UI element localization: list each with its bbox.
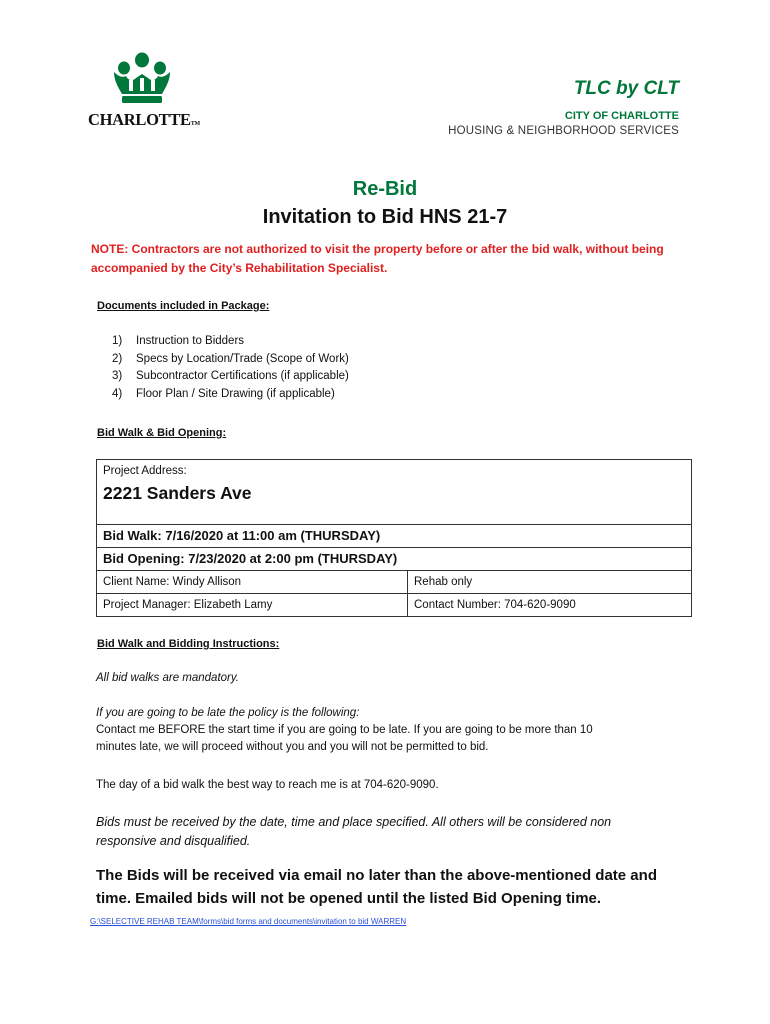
header-org: CITY OF CHARLOTTE — [564, 110, 679, 122]
contractor-note: NOTE: Contractors are not authorized to visit the property before or after the bid walk, without being accompanied by the City’s Rehabilitation Specialist. — [91, 242, 664, 275]
crown-icon — [110, 52, 174, 106]
table-row — [97, 571, 692, 594]
address-label: Project Address: — [103, 465, 187, 477]
email-notice-line-2: time. Emailed bids will not be opened until the listed Bid Opening time. — [96, 890, 602, 907]
project-manager: Project Manager: Elizabeth Lamy — [97, 594, 408, 617]
project-address: 2221 Sanders Ave — [103, 483, 252, 503]
rebid-heading: Re-Bid — [352, 178, 418, 200]
email-notice — [96, 864, 696, 910]
logo-wordmark: CHARLOTTETM — [88, 110, 200, 129]
header-title: TLC by CLT — [573, 78, 679, 99]
received-line-2: responsive and disqualified. — [96, 834, 251, 848]
table-row — [97, 548, 692, 571]
reach-text: The day of a bid walk the best way to reach me is at 704-620-9090. — [96, 779, 439, 791]
instructions-heading: Bid Walk and Bidding Instructions: — [97, 638, 280, 650]
bid-opening-date: Bid Opening: 7/23/2020 at 2:00 pm (THURSDAY) — [97, 548, 692, 571]
table-row — [97, 594, 692, 617]
mandatory-text: All bid walks are mandatory. — [96, 672, 239, 684]
received-line-1: Bids must be received by the date, time and place specified. All others will be considered non — [96, 815, 612, 829]
documents-heading: Documents included in Package: — [97, 300, 270, 312]
contact-number: Contact Number: 704-620-9090 — [408, 594, 692, 617]
bid-walk-date: Bid Walk: 7/16/2020 at 11:00 am (THURSDAY) — [97, 525, 692, 548]
bid-walk-heading: Bid Walk & Bid Opening: — [97, 427, 227, 439]
header-dept: HOUSING & NEIGHBORHOOD SERVICES — [448, 125, 679, 137]
charlotte-logo — [88, 52, 198, 132]
list-item: 4) Floor Plan / Site Drawing (if applicable) — [112, 388, 335, 401]
table-row — [97, 525, 692, 548]
rehab-type: Rehab only — [408, 571, 692, 594]
client-name: Client Name: Windy Allison — [97, 571, 408, 594]
file-path-link[interactable]: G:\SELECTIVE REHAB TEAM\forms\bid forms and documents\invitation to bid WARREN — [90, 917, 407, 926]
documents-list — [112, 333, 349, 404]
late-policy-text: If you are going to be late the policy is the following: — [96, 707, 360, 719]
late-line-2: minutes late, we will proceed without you and you will not be permitted to bid. — [96, 741, 489, 753]
late-line-1: Contact me BEFORE the start time if you are going to be late. If you are going to be more than 10 — [96, 724, 593, 736]
list-item: 2) Specs by Location/Trade (Scope of Work) — [112, 352, 349, 365]
list-item: 3) Subcontractor Certifications (if applicable) — [112, 370, 349, 383]
address-cell — [97, 460, 692, 525]
page-title: Invitation to Bid HNS 21-7 — [262, 206, 508, 228]
table-row — [97, 460, 692, 525]
list-item: 1) Instruction to Bidders — [112, 335, 245, 347]
header-block — [448, 78, 679, 137]
email-notice-line-1: The Bids will be received via email no later than the above-mentioned date and — [96, 867, 657, 884]
bid-info-table — [96, 459, 692, 617]
